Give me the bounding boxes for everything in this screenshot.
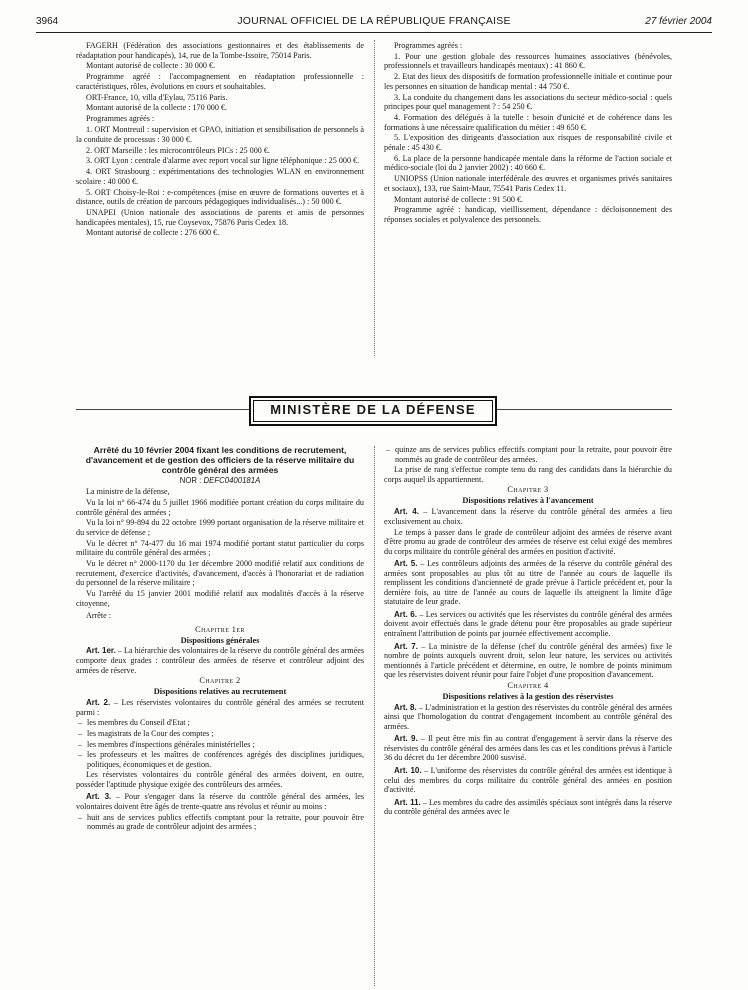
section-rule-right [495,409,672,410]
nor-code: DEFC0400181A [203,476,261,486]
nor-label: NOR : [179,476,202,486]
top-left-column [76,41,364,352]
article-label: Art. 6. [394,609,417,619]
article-text: – La hiérarchie des volontaires de la réserve du contrôle général des armées comporte deux grades : contrôleur des armées de réserve et contrôleur adjoint des armées de réserve. [76,646,364,675]
paragraph: 3. La conduite du changement dans les associations du secteur médico-social : quels principes pour quel management ? : 54 250 €. [384,92,672,112]
article-10 [384,766,672,795]
arrete-title: Arrêté du 10 février 2004 fixant les conditions de recrutement, d'avancement et de gestion des officiers de la réserve militaire du contrôle général des armées [85,445,355,475]
article-text: – Les membres du cadre des assimilés spéciaux sont intégrés dans la réserve du contrôle général des armées avec le [384,797,672,817]
article-text: – Pour s'engager dans la réserve du contrôle général des armées, les volontaires doivent être âgés de trente-quatre ans révolus et réunir au moins : [76,792,364,811]
list-item: – les magistrats de la Cour des comptes ; [76,729,364,739]
article-text: – Il peut être mis fin au contrat d'engagement à servir dans la réserve des réservistes du contrôle général des armées dans les cas et les conditions prévus à l'article 36 du décret du 1er décembre 2000 susvisé. [384,734,672,763]
paragraph: 1. ORT Montreuil : supervision et GPAO, initiation et sensibilisation de personnels à la conduite de processus : 30 000 €. [76,125,364,144]
article-4 [384,507,672,526]
page-number: 3964 [36,16,59,27]
paragraph: Montant autorisé de collecte : 91 500 €. [394,194,524,204]
article-8 [384,703,672,732]
list-item: – quinze ans de services publics effectifs comptant pour la retraite, pour pouvoir être nommés au grade de contrôleur des armées. [384,445,672,464]
article-6 [384,610,672,639]
list-item: – les professeurs et les maîtres de conférences agrégés des disciplines juridiques, politiques, économiques et de gestion. [76,750,364,769]
chapter-1-label: Chapitre 1er [195,624,245,634]
journal-title: JOURNAL OFFICIEL DE LA RÉPUBLIQUE FRANÇAISE [237,15,511,27]
chapter-2-label: Chapitre 2 [199,676,241,686]
article-5 [384,559,672,607]
list-item: – les membres du Conseil d'Etat ; [76,718,364,728]
arrete-right-column [384,445,672,985]
article-label: Art. 9. [394,734,418,744]
paragraph: 1. Pour une gestion globale des ressources humaines associatives (bénévoles, professionnels et travailleurs handicapés mentaux) : 41 860 €. [384,51,672,71]
paragraph: 2. Etat des lieux des dispositifs de formation professionnelle initiale et continue pour les personnes en situation de handicap mental : 44 750 €. [384,72,672,91]
top-right-column [384,41,672,356]
preamble-line: Vu l'arrêté du 15 janvier 2001 modifié relatif aux modalités d'accès à la réserve citoyenne, [76,589,364,608]
paragraph: Programmes agréés : [86,114,155,124]
article-11 [384,798,672,817]
paragraph: Programme agréé : l'accompagnement en réadaptation professionnelle : caractéristiques, rôles, évolutions en cours et souhaitables. [76,72,364,91]
paragraph: UNIOPSS (Union nationale interfédérale des œuvres et organismes privés sanitaires et sociaux), 133, rue Saint-Maur, 75541 Paris Cedex 11. [384,174,672,193]
paragraph: 5. ORT Choisy-le-Roi : e-compétences (mise en œuvre de formations ouvertes et à distance, outils de création de parcours pédagogiques individualisés...) : 50 000 €. [76,187,364,207]
preamble-line: Vu le décret n° 2000-1170 du 1er décembre 2000 modifié relatif aux conditions de recrutement, d'exercice d'activités, d'avancement, d'accès à l'honorariat et de radiation du personnel de la réserve militaire ; [76,559,364,588]
paragraph: 3. ORT Lyon : centrale d'alarme avec report vocal sur ligne téléphonique : 25 000 €. [86,156,360,166]
page-header [36,14,712,32]
arrete-word: Arrête : [86,611,112,621]
paragraph: UNAPEI (Union nationale des associations de parents et amis de personnes handicapées mentales), 15, rue Coysevox, 75876 Paris Cedex 18. [76,208,364,227]
article-text: – La ministre de la défense (chef du contrôle général des armées) fixe le nombre de points auxquels ouvrent droit, selon leur nature, les services ou activités mentionnés à l'article précédent et détermine, en outre, le nombre de points minimum que les réservistes doivent réunir pour faire l'objet d'une proposition d'avancement. [384,641,672,680]
paragraph: 6. La place de la personne handicapée mentale dans la réforme de l'action sociale et médico-sociale (loi du 2 janvier 2002) : 40 660 €. [384,153,672,173]
paragraph: ORT-France, 10, villa d'Eylau, 75116 Paris. [86,92,228,102]
article-text: – Les réservistes volontaires du contrôle général des armées se recrutent parmi : [76,698,364,717]
chapter-4-title: Dispositions relatives à la gestion des réservistes [442,691,614,701]
chapter-1-title: Dispositions générales [180,635,260,645]
article-label: Art. 1er. [86,646,116,656]
article-text: – Les contrôleurs adjoints des armées de la réserve du contrôle général des armées sont proposables au plus tôt au titre de l'année au cours de laquelle ils remplissent les conditions d'ancienneté de grade prévue à l'article précédent et, pour la dernière fois, au titre de l'année au cours de laquelle ils atteignent la limite d'âge statutaire de leur grade. [384,559,672,607]
paragraph: 2. ORT Marseille : les microcontrôleurs PICs : 25 000 €. [86,145,270,155]
paragraph: Montant autorisé de collecte : 276 600 €. [86,228,220,238]
article-1 [76,646,364,675]
chapter-3-label: Chapitre 3 [507,485,549,495]
paragraph: 5. L'exposition des dirigeants d'association aux risques de responsabilité civile et pénale : 45 430 €. [384,133,672,152]
paragraph: Programme agréé : handicap, vieillissement, dépendance : décloisonnement des réponses sociales et polyvalence des personnels. [384,205,672,224]
arrete-left-column [76,445,364,985]
article-text: – L'administration et la gestion des réservistes du contrôle général des armées ainsi que l'homologation du contrat d'engagement incombent au contrôle général des armées. [384,702,672,731]
article-label: Art. 8. [394,702,417,712]
article-7 [384,642,672,680]
article-label: Art. 10. [394,766,422,776]
paragraph: Montant autorisé de la collecte : 170 000 €. [86,103,228,113]
column-divider [374,40,375,356]
section-rule-left [76,409,249,410]
chapter-4-label: Chapitre 4 [507,681,549,691]
preamble-line: La ministre de la défense, [86,487,170,497]
preamble-line: Vu la loi n° 99-894 du 22 octobre 1999 portant organisation de la réserve militaire et du service de défense ; [76,518,364,537]
article-text: – Les services ou activités que les réservistes du contrôle général des armées doivent avoir effectués dans le grade détenu pour être proposables au grade supérieur entraînent l'attribution de points par journée effectivement accomplie. [384,609,672,639]
list-item: – huit ans de services publics effectifs comptant pour la retraite, pour pouvoir être nommés au grade de contrôleur adjoint des armées ; [76,813,364,832]
header-rule [36,32,712,33]
article-label: Art. 7. [394,641,418,651]
issue-date: 27 février 2004 [645,16,712,27]
chapter-3-title: Dispositions relatives à l'avancement [462,496,594,506]
preamble-line: Vu le décret n° 74-477 du 16 mai 1974 modifié portant statut particulier du corps militaire du contrôle général des armées ; [76,538,364,558]
paragraph: Programmes agréés : [394,41,463,50]
list-item: – les membres d'inspections générales ministérielles ; [76,740,364,750]
article-text: – L'avancement dans la réserve du contrôle général des armées a lieu exclusivement au choix. [384,507,672,526]
paragraph: Les réservistes volontaires du contrôle général des armées doivent, en outre, posséder l'aptitude physique exigée des contrôleurs des armées. [76,770,364,789]
preamble-line: Vu la loi n° 66-474 du 5 juillet 1966 modifiée portant création du corps militaire du contrôle général des armées ; [76,497,364,517]
article-label: Art. 11. [394,797,421,807]
paragraph: 4. ORT Strasbourg : expérimentations des technologies WLAN en environnement scolaire : 40 000 €. [76,167,364,186]
paragraph: 4. Formation des délégués à la tutelle : besoin d'unicité et de cohérence dans les formations à une nécessaire qualification du métier : 49 650 €. [384,113,672,132]
ministry-heading-box [249,396,497,426]
article-label: Art. 3. [86,792,112,802]
article-label: Art. 5. [394,559,418,569]
article-9 [384,734,672,763]
column-divider [374,446,375,986]
paragraph: La prise de rang s'effectue compte tenu du rang des candidats dans la hiérarchie du corps auquel ils appartiennent. [384,465,672,484]
nor-reference [76,476,364,486]
article-text: – L'uniforme des réservistes du contrôle général des armées est identique à celui des membres du corps militaire du contrôle général des armées en position d'activité. [384,766,672,795]
article-label: Art. 2. [86,698,111,708]
chapter-2-title: Dispositions relatives au recrutement [153,687,287,697]
paragraph: Le temps à passer dans le grade de contrôleur adjoint des armées de réserve avant d'être promu au grade de contrôleur des armées de réserve est celui exigé des membres du corps militaire du contrôle général des armées en position d'activité. [384,527,672,556]
article-label: Art. 4. [394,507,419,517]
paragraph: Montant autorisé de collecte : 30 000 €. [86,61,216,71]
paragraph: FAGERH (Fédération des associations gestionnaires et des établissements de réadaptation pour handicapés), 14, rue de la Tombe-Issoire, 75014 Paris. [76,41,364,60]
article-2 [76,698,364,717]
article-3 [76,792,364,811]
ministry-heading: MINISTÈRE DE LA DÉFENSE [253,400,493,422]
